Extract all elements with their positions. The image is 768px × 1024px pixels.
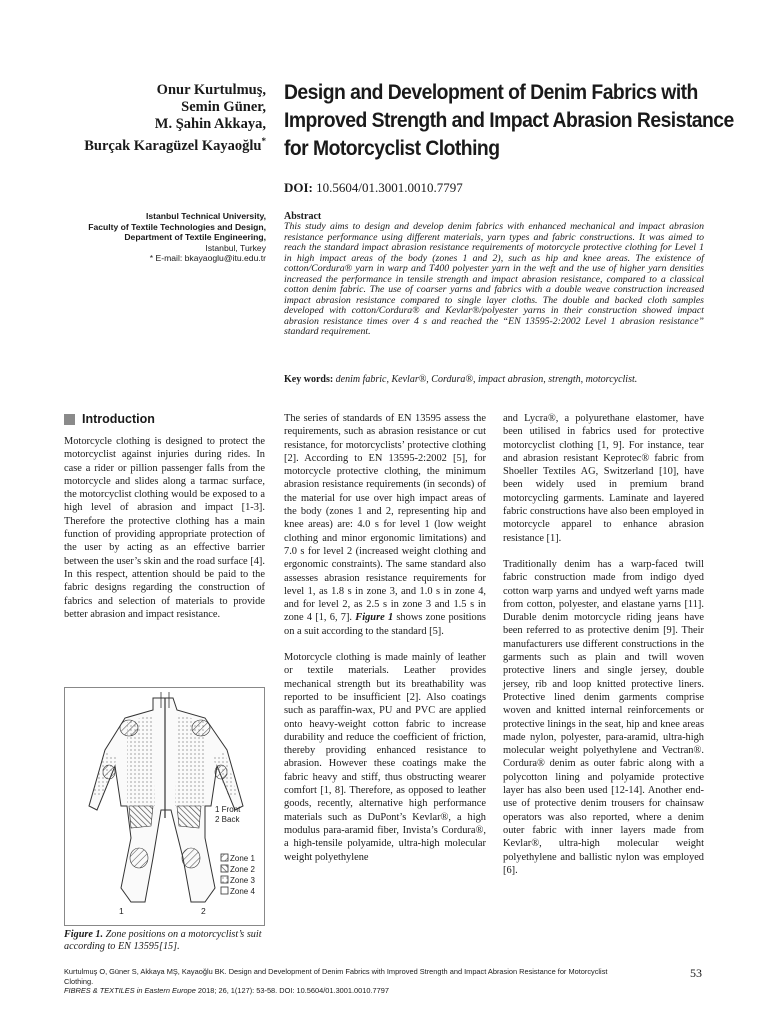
paragraph-text: The series of standards of EN 13595 assess the requirements, such as abrasion resistance or cut resistance, for motorcyclists’ protective clothing [2]. According to EN 13595-2:2002 [5], for motorcycle protective clothing, the minimum abrasion resistance requirements (in seconds) of the material for use over high impact areas of the body (zones 1 and 2, representing hip and knee areas) are: 4.0 s for level 1 (low weight clothing and minor ergonomic limitations) and 7.0 s for level 2 (increased weight clothing and ergonomic constraints). The same standard also assesses abrasion resistance requirements for level 1, as 1.8 s in zone 3, and 1.0 s in zone 4, and for level 2, as 2.5 s in zone 3 and 1.5 s in zone 4 [1, 6, 7]. bbox=[284, 413, 486, 624]
section-heading-text: Introduction bbox=[82, 412, 155, 426]
square-bullet-icon bbox=[64, 414, 75, 425]
paragraph: Motorcycle clothing is made mainly of leather or textile materials. Leather provides mechanical strength but its breathability was reported to be insufficient [2]. Also coatings such as paraffin-wax, PU and PVC are applied onto heavy-weight cotton fabric to increase durability and reduce the coefficient of friction, thereby providing enhanced resistance to abrasion. However these coatings make the fabric heavy and stiff, thus obstructing wearer comfort [1, 8]. Therefore, as opposed to leather goods, recently, alternative high performance materials such as DuPont’s Kevlar®, a high modulus para-aramid fiber, Invista’s Cordura®, a high-tensile polyamide, ultra-high molecular weight polyethylene bbox=[284, 652, 486, 863]
zone-3-label: Zone 3 bbox=[230, 876, 255, 885]
figure-reference[interactable]: Figure 1 bbox=[355, 612, 394, 624]
author-list bbox=[40, 82, 266, 155]
suit-diagram bbox=[65, 688, 264, 925]
column-2 bbox=[284, 412, 486, 864]
view-number-1: 1 bbox=[119, 906, 124, 916]
figure-caption-label: Figure 1. bbox=[64, 929, 104, 940]
doi-label: DOI: bbox=[284, 180, 313, 195]
affiliation-city: Istanbul, Turkey bbox=[205, 242, 266, 253]
view-front-label: 1 Front bbox=[215, 805, 241, 814]
zone-1-label: Zone 1 bbox=[230, 854, 255, 863]
paper-title: Design and Development of Denim Fabrics with Improved Strength and Impact Abrasion Resistance for Motorcyclist Clothing bbox=[284, 80, 734, 160]
affiliation-email[interactable]: * E-mail: bkayaoglu@itu.edu.tr bbox=[149, 253, 266, 263]
abstract-heading: Abstract bbox=[284, 211, 322, 222]
corresponding-author-mark: * bbox=[261, 136, 266, 146]
author-name: M. Şahin Akkaya, bbox=[154, 116, 266, 132]
author-name: Onur Kurtulmuş, bbox=[156, 82, 266, 98]
paragraph: Motorcycle clothing is designed to protect the motorcyclist against injuries during rides. In case a rider or pillion passenger falls from the motorcycle and slides along a tarmac surface, the motorcyclist clothing would be exposed to a high level of abrasion and impact [1-3]. Therefore the protective clothing has a main function of providing appropriate protection of the user by acting as an effective barrier between the user’s skin and the road surface [4]. In this respect, attention should be paid to the fabric designs regarding the construction of fabrics and selection of materials to provide better abrasion and impact resistance. bbox=[64, 436, 265, 620]
affiliation-department: Department of Textile Engineering, bbox=[124, 232, 266, 242]
author-name: Burçak Karagüzel Kayaoğlu bbox=[84, 137, 262, 154]
keywords bbox=[284, 374, 724, 386]
footer-details: 2018; 26, 1(127): 53-58. DOI: 10.5604/01.3001.0010.7797 bbox=[197, 986, 389, 995]
zone-4-label: Zone 4 bbox=[230, 887, 255, 896]
zone-2-label: Zone 2 bbox=[230, 865, 255, 874]
doi-value[interactable]: 10.5604/01.3001.0010.7797 bbox=[316, 180, 463, 195]
paragraph: Traditionally denim has a warp-faced twill fabric construction made from indigo dyed cotton warp yarns and undyed weft yarns made from cotton, polyester, and elastane yarns [11]. Durable denim motorcycle riding jeans have been referred to as protective denim [9]. Their manufacturers use different constructions in the garments such as plain and twill woven protective liners and single jersey, double jersey, rib and loop knitted protective liners. Protective lined denim garments comprise woven and knitted internal reinforcements or protective linings in the seat, hip and knee areas made nylon, polyester, para-aramid, ultra-high molecular weight polyethylene and Vectran®. Cordura® denim as outer fabric along with a polycotton lining and polyamide protective layer has also been used [12-14]. Another end-use of protective denim trousers for chainsaw operators was also reported, where a denim outer fabric with inner layers made from Kevlar®, ultra-high molecular weight polyethylene and ballistic nylon was employed [6]. bbox=[503, 558, 704, 876]
abstract-text: This study aims to design and develop denim fabrics with enhanced mechanical and impact abrasion resistance performance using different materials, yarn types and fabric constructions. It was aimed to reach the standard impact abrasion resistance requirements of motorcycle protective clothing for Level 1 in high impact areas of the body (zones 1 and 2), such as hip and knee areas. The existence of cotton/Cordura® yarn in warp and T400 polyester yarn in the weft and the use of higher yarn densities increased the performance in tensile strength and impact abrasion resistance, compared to a classical cotton denim fabric. The use of coarser yarns and fabrics with a double weave construction increased impact abrasion resistance compared to single layer cloths. The double and backed cloth samples developed with cotton/Cordura® and Kevlar®/polyester yarns in their construction showed impact abrasion resistance times over 4 s and reached the “EN 13595-2:2002 Level 1 abrasion resistance” standard requirement. bbox=[284, 221, 704, 337]
zone-legend bbox=[221, 854, 255, 896]
doi-line bbox=[284, 180, 463, 196]
author-name: Semin Güner, bbox=[181, 99, 266, 115]
section-heading bbox=[64, 412, 155, 426]
footer-citation bbox=[64, 967, 624, 996]
figure-1 bbox=[64, 687, 265, 926]
affiliation-faculty: Faculty of Textile Technologies and Design, bbox=[88, 221, 266, 232]
view-back-label: 2 Back bbox=[215, 815, 240, 824]
view-number-2: 2 bbox=[201, 906, 206, 916]
keywords-text: denim fabric, Kevlar®, Cordura®, impact abrasion, strength, motorcyclist. bbox=[335, 374, 638, 385]
column-3 bbox=[503, 412, 704, 877]
affiliation bbox=[40, 211, 266, 264]
footer-journal: FIBRES & TEXTILES in Eastern Europe bbox=[64, 986, 196, 995]
page-number: 53 bbox=[690, 966, 702, 980]
paragraph: and Lycra®, a polyurethane elastomer, have been utilised in fabrics used for protective motorcyclist clothing [1, 9]. For instance, tear and abrasion resistant Keprotec® fabric from Shoeller Textiles AG, Switzerland [10], have been widely used in premium brand motorcycling garments. Laminate and layered fabric constructions have also been employed in motorcycle apparel to enhance abrasion resistance [1]. bbox=[503, 413, 704, 544]
keywords-label: Key words: bbox=[284, 374, 334, 385]
affiliation-university: Istanbul Technical University, bbox=[145, 211, 266, 221]
figure-caption-text: Zone positions on a motorcyclist’s suit according to EN 13595[15]. bbox=[64, 929, 262, 952]
paragraph bbox=[284, 412, 486, 638]
paragraph-text: shows zone positions on a suit according to the standard [5]. bbox=[284, 612, 486, 637]
column-1 bbox=[64, 435, 265, 621]
suit-outline bbox=[89, 698, 243, 902]
footer-citation-text: Kurtulmuş O, Güner S, Akkaya MŞ, Kayaoğlu BK. Design and Development of Denim Fabrics with Improved Strength and Impact Abrasion Resistance for Motorcyclist Clothing. bbox=[64, 967, 608, 986]
figure-caption bbox=[64, 929, 265, 952]
